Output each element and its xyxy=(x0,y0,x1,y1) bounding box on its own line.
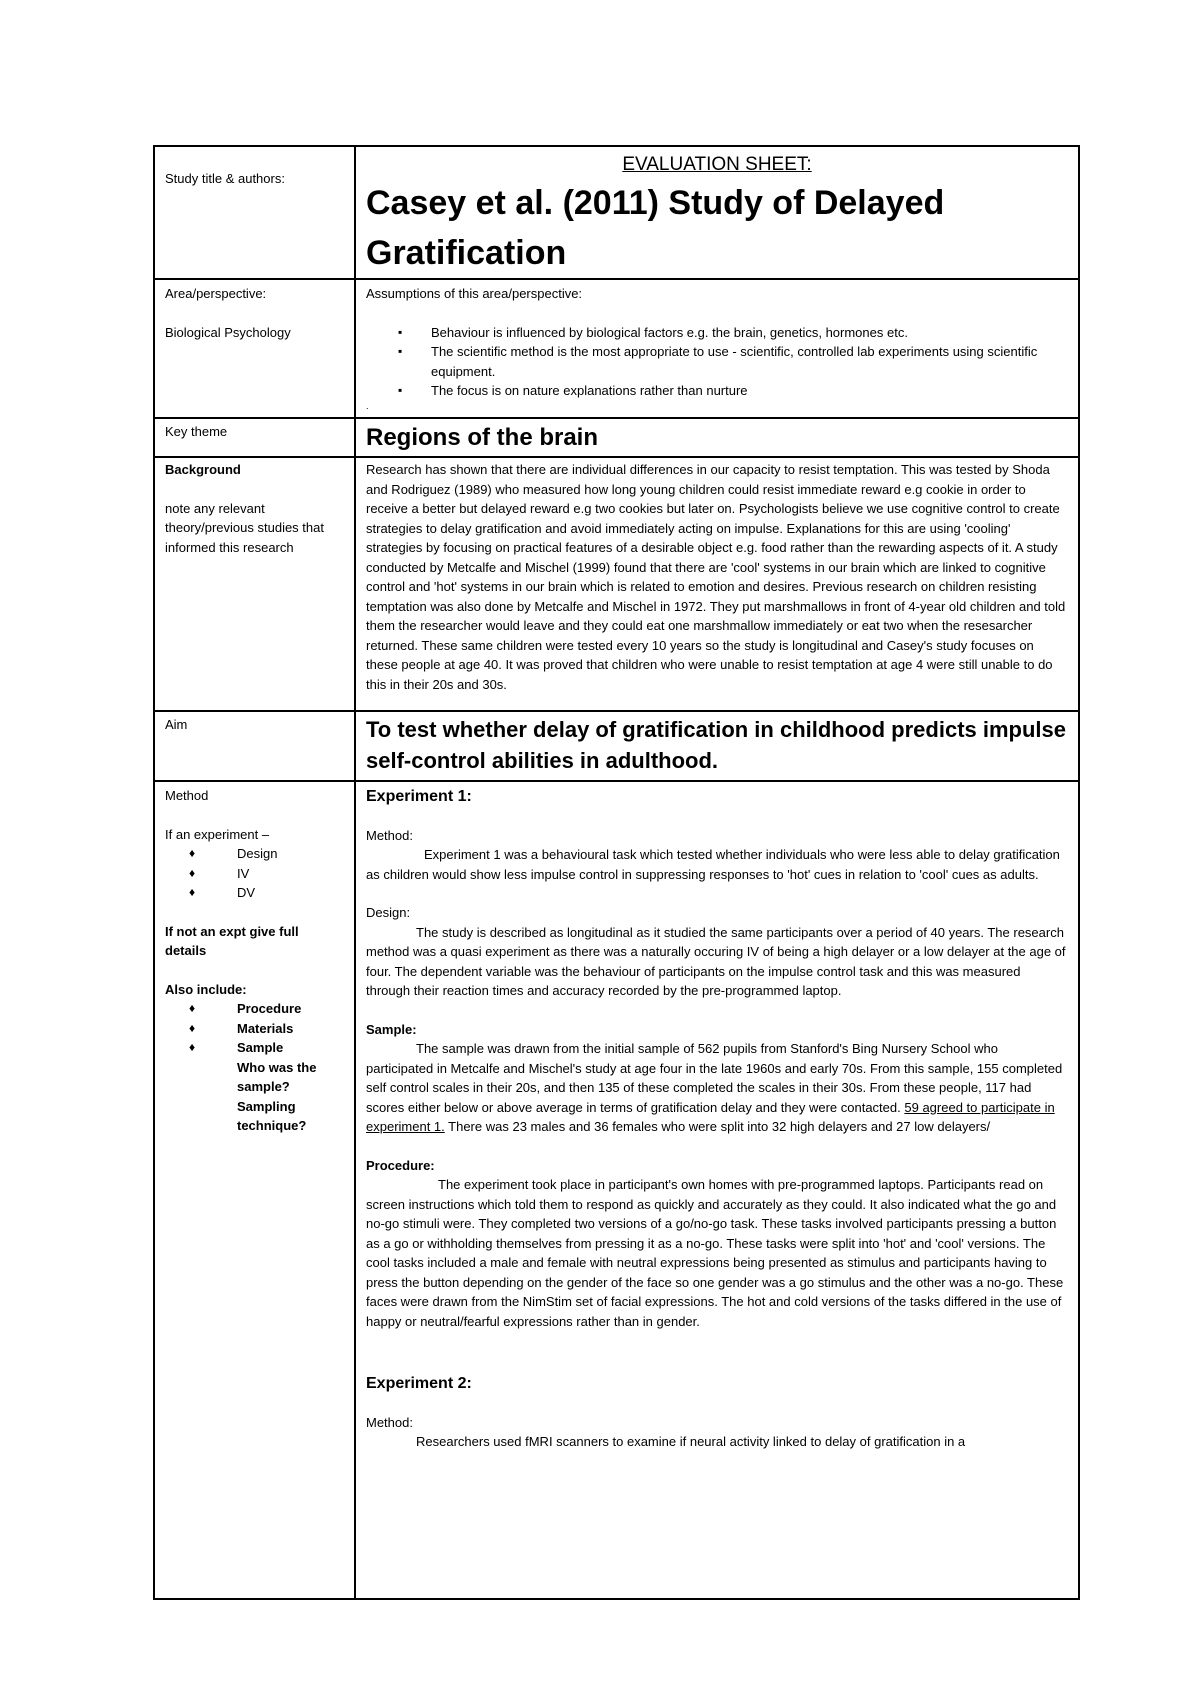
cell-key-theme xyxy=(355,418,1079,457)
list-item: ▪ Behaviour is influenced by biological factors e.g. the brain, genetics, hormones etc. xyxy=(398,323,1068,343)
key-theme-label: Key theme xyxy=(165,424,228,439)
cell-background xyxy=(355,457,1079,711)
experiment-2-method-subheading: Method: xyxy=(366,1414,413,1430)
evaluation-sheet-table xyxy=(153,145,1080,1600)
if-not-experiment-label: If not an expt give full details xyxy=(165,923,299,958)
list-item: ♦ Design xyxy=(181,844,344,864)
area-label: Area/perspective: xyxy=(165,286,267,301)
evaluation-sheet-heading: EVALUATION SHEET: xyxy=(622,154,812,175)
study-title-label: Study title & authors: xyxy=(165,171,285,186)
cell-aim-label xyxy=(154,711,355,781)
row-key-theme xyxy=(154,418,1079,457)
aim-text: To test whether delay of gratification in childhood predicts impulse self-control abilities in adulthood. xyxy=(366,717,1067,773)
sample-text-underlined: 59 agreed to participate in experiment 1. xyxy=(366,1099,1055,1134)
procedure-text: The experiment took place in participant's own homes with pre-programmed laptops. Participants read on screen instructions which told them to respond as quickly and accurately as they could. It also indicated what the go and no-go stimuli were. They completed two versions of a go/no-go task. These tasks involved participants pressing a button as a go or withholding themselves from pressing it as a no-go. These tasks were split into 'hot' and 'cool' versions. The cool tasks included a male and female with neutral expressions being presented as stimulus and participants having to press the button depending on the gender of the face so one gender was a go stimulus and the other was a no-go. These faces were drawn from the NimStim set of facial expressions. The hot and cold versions of the tasks differed in the use of happy or neutral/fearful expressions rather than in gender. xyxy=(366,1177,1064,1329)
aim-label: Aim xyxy=(165,717,188,732)
background-text: Research has shown that there are individual differences in our capacity to resist temptation. This was tested by Shoda and Rodriguez (1989) who measured how long young children could resist immediate reward e.g cookie in order to receive a better but delayed reward e.g two cookies but later on. Psychologists believe we use cognitive control to create strategies to delay gratification and avoid immediately acting on impulse. Explanations for this are using 'cooling' strategies by focusing on practical features of a desirable object e.g. food rather than the rewarding aspects of it. A study conducted by Metcalfe and Mischel (1999) found that there are 'cool' systems in our brain which are linked to cognitive control and 'hot' systems in our brain which is related to emotion and desires. Previous research on children resisting temptation was also done by Metcalfe and Mischel in 1972. They put marshmallows in front of 4-year old children and told them the researcher would leave and they could eat one marshmallow immediately or eat two when the resesarcher returned. These same children were tested every 10 years so the study is longitudinal and Casey's study focuses on these people at age 40. It was proved that children who were unable to resist temptation at age 4 were still unable to do this in their 20s and 30s. xyxy=(366,462,1066,692)
background-note: note any relevant theory/previous studies that informed this research xyxy=(165,500,324,555)
cell-aim xyxy=(355,711,1079,781)
cell-key-theme-label xyxy=(154,418,355,457)
list-item: ♦ IV xyxy=(181,864,344,884)
sample-text xyxy=(366,1039,1068,1137)
list-item: ♦ Sample xyxy=(181,1038,344,1058)
row-method xyxy=(154,781,1079,1599)
list-item: ♦ Materials xyxy=(181,1019,344,1039)
cell-background-label xyxy=(154,457,355,711)
cell-study-label xyxy=(154,146,355,279)
trailing-mark: . xyxy=(366,400,369,411)
row-area xyxy=(154,279,1079,418)
design-subheading: Design: xyxy=(366,905,411,920)
cell-method-label xyxy=(154,781,355,1599)
list-item: ♦ Procedure xyxy=(181,999,344,1019)
assumptions-label: Assumptions of this area/perspective: xyxy=(366,286,583,301)
row-background xyxy=(154,457,1079,711)
study-title: Casey et al. (2011) Study of Delayed Gratification xyxy=(366,184,945,272)
cell-method-details xyxy=(355,781,1079,1599)
also-include-label: Also include: xyxy=(165,981,247,997)
experiment-2-heading: Experiment 2: xyxy=(366,1375,472,1392)
design-text: The study is described as longitudinal as it studied the same participants over a period of 40 years. The research method was a quasi experiment as there was a naturally occuring IV of being a high delayer or a low delayer at the age of four. The dependent variable was the behaviour of participants on the impulse control task and this was measured through their reaction times and accuracy recorded by the pre-programmed laptop. xyxy=(366,924,1066,998)
experiment-items-list xyxy=(165,844,344,903)
list-item: ♦ DV xyxy=(181,883,344,903)
cell-study-title xyxy=(355,146,1079,279)
if-experiment-label: If an experiment – xyxy=(165,826,270,842)
method-label: Method xyxy=(165,788,209,803)
procedure-subheading: Procedure: xyxy=(366,1157,435,1173)
method-subheading: Method: xyxy=(366,827,413,843)
experiment-2-method-text: Researchers used fMRI scanners to examine if neural activity linked to delay of gratification in a xyxy=(416,1434,966,1449)
row-aim xyxy=(154,711,1079,781)
area-value: Biological Psychology xyxy=(165,324,291,340)
assumptions-list xyxy=(366,323,1068,401)
sample-subheading: Sample: xyxy=(366,1021,417,1037)
include-items-list xyxy=(165,999,344,1058)
sample-text-part-b: There was 23 males and 36 females who were split into 32 high delayers and 27 low delayers/ xyxy=(448,1119,991,1134)
background-label: Background xyxy=(165,462,241,477)
cell-assumptions xyxy=(355,279,1079,418)
list-item: ▪ The scientific method is the most appropriate to use - scientific, controlled lab experiments using scientific equipment. xyxy=(398,342,1068,381)
row-study-title xyxy=(154,146,1079,279)
list-item: ▪ The focus is on nature explanations rather than nurture xyxy=(398,381,1068,401)
key-theme-value: Regions of the brain xyxy=(366,424,599,451)
sample-questions: Who was the sample? Sampling technique? xyxy=(237,1059,317,1133)
method-text: Experiment 1 was a behavioural task which tested whether individuals who were less able to delay gratification as children would show less impulse control in suppressing responses to 'hot' cues in relation to 'cool' cues as adults. xyxy=(366,847,1060,882)
sample-text-part-a: The sample was drawn from the initial sample of 562 pupils from Stanford's Bing Nursery School who participated in Metcalfe and Mischel's study at age four in the late 1960s and early 70s. From this sample, 155 completed self control scales in their 20s, and then 135 of these completed the scales in their 30s. From these people, 117 had scores either below or above average in terms of gratification delay and they were contacted. xyxy=(366,1041,1063,1115)
cell-area-label xyxy=(154,279,355,418)
experiment-1-heading: Experiment 1: xyxy=(366,788,472,805)
